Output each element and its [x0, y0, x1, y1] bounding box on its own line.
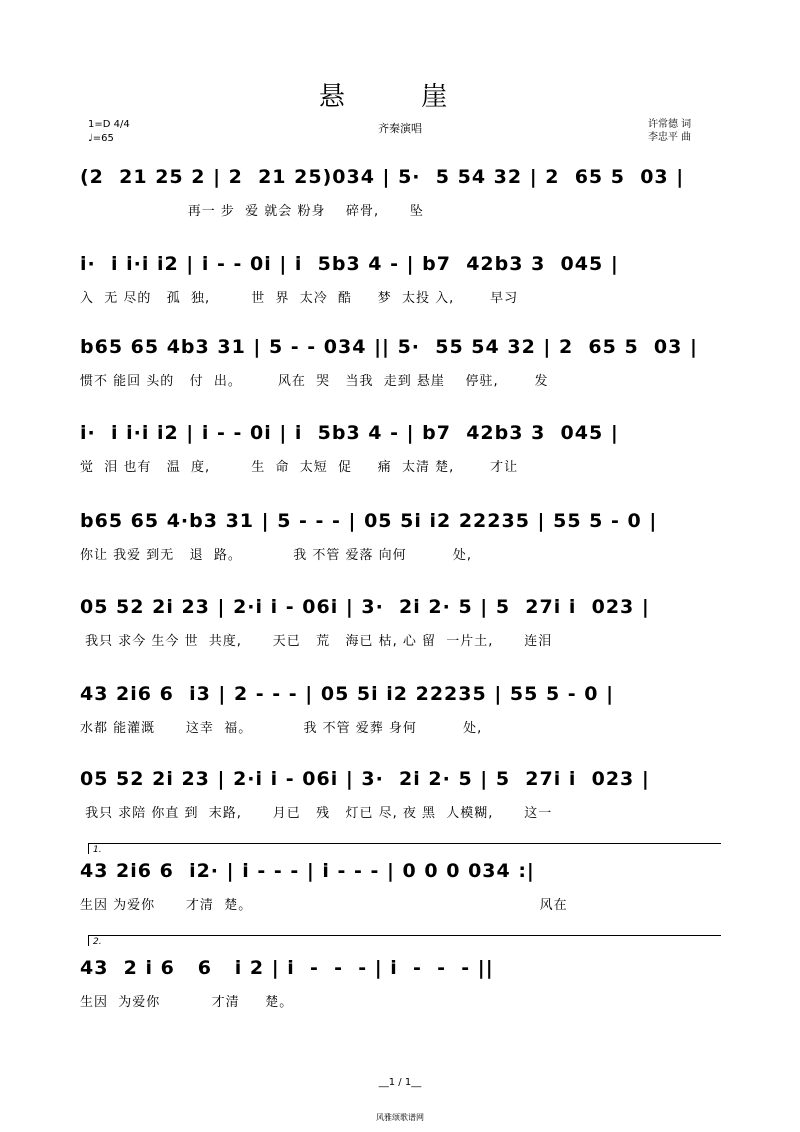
notation: i· i i·i i2 | i - - 0i | i 5b3 4 - | b7 42b3 3 045 | [80, 422, 619, 444]
score-line-7 [80, 683, 720, 736]
score-line-10 [80, 957, 720, 1010]
notation: b65 65 4·b3 31 | 5 - - - | 05 5i i2 22235 | 55 5 - 0 | [80, 510, 658, 532]
score-line-4 [80, 422, 720, 475]
score-line-8 [80, 768, 720, 821]
site-watermark: 风雅颂歌谱网 [376, 1113, 424, 1122]
lyrics: 觉 泪 也有 温 度, 生 命 太短 促 痛 太清 楚, 才让 [80, 460, 519, 475]
score-line-5 [80, 510, 720, 563]
notation: 05 52 2i 23 | 2·i i - 06i | 3· 2i 2· 5 | 5 27i i 023 | [80, 768, 650, 790]
notation: i· i i·i i2 | i - - 0i | i 5b3 4 - | b7 42b3 3 045 | [80, 253, 619, 275]
lyrics: 生因 为爱你 才清 楚。 风在 [80, 898, 568, 913]
lyrics: 我只 求今 生今 世 共度, 天已 荒 海已 枯, 心 留 一片土, 连泪 [80, 634, 553, 649]
volta-2-label: 2. [93, 937, 102, 947]
credits [648, 118, 691, 144]
score-line-1 [80, 166, 720, 219]
volta-1-label: 1. [93, 845, 102, 855]
lyrics: 入 无 尽的 孤 独, 世 界 太冷 酷 梦 太投 入, 早习 [80, 291, 519, 306]
composer: 李忠平 曲 [648, 132, 692, 143]
key-signature: 1=D 4/4 [88, 119, 130, 130]
score-line-3 [80, 336, 720, 389]
tempo-mark: ♩=65 [88, 133, 114, 144]
notation: 05 52 2i 23 | 2·i i - 06i | 3· 2i 2· 5 | 5 27i i 023 | [80, 596, 650, 618]
notation: 43 2 i 6 6 i 2 | i - - - | i - - - || [80, 957, 494, 979]
lyrics: 再一 步 爱 就会 粉身 碎骨, 坠 [80, 204, 424, 219]
notation: b65 65 4b3 31 | 5 - - 034 || 5· 55 54 32 | 2 65 5 03 | [80, 336, 698, 358]
second-ending-bracket [88, 935, 721, 946]
notation: 43 2i6 6 i3 | 2 - - - | 05 5i i2 22235 | 55 5 - 0 | [80, 683, 615, 705]
notation: (2 21 25 2 | 2 21 25)034 | 5· 5 54 32 | 2 65 5 03 | [80, 166, 685, 188]
lyrics: 我只 求陪 你直 到 末路, 月已 残 灯已 尽, 夜 黑 人模糊, 这一 [80, 806, 553, 821]
lyrics: 惯不 能回 头的 付 出。 风在 哭 当我 走到 悬崖 停驻, 发 [80, 374, 549, 389]
key-tempo [88, 118, 130, 146]
score-line-9 [80, 860, 720, 913]
lyrics: 水都 能灌溉 这幸 福。 我 不管 爱葬 身何 处, [80, 721, 483, 736]
notation: 43 2i6 6 i2· | i - - - | i - - - | 0 0 0 034 :| [80, 860, 535, 882]
song-title: 悬 崖 [318, 82, 482, 112]
first-ending-bracket [88, 843, 721, 854]
page-number: __1 / 1__ [378, 1077, 422, 1088]
score-line-6 [80, 596, 720, 649]
lyrics: 你让 我爱 到无 退 路。 我 不管 爱落 向何 处, [80, 548, 472, 563]
lyricist: 许常德 词 [648, 119, 692, 130]
lyrics: 生因 为爱你 才清 楚。 [80, 995, 294, 1010]
score-line-2 [80, 253, 720, 306]
singer-credit: 齐秦演唱 [378, 122, 422, 135]
